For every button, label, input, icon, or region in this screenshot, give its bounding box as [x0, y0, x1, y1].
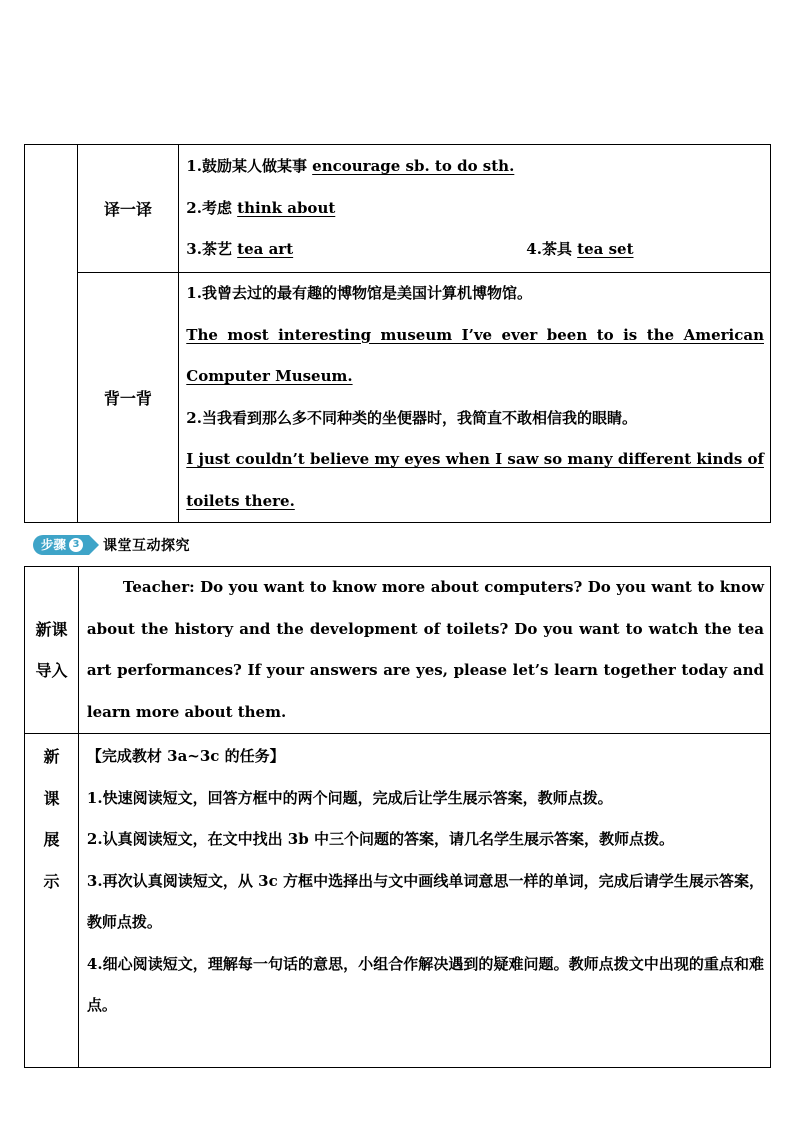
activity-table [24, 566, 771, 1068]
recite-s2-en-a: I just couldn’t believe my eyes when I saw so many different kinds of [186, 450, 764, 468]
show-step-1: 1.快速阅读短文，回答方框中的两个问题，完成后让学生展示答案，教师点拨。 [86, 788, 613, 807]
translate-content [179, 145, 771, 273]
recite-s1-cn: 1.我曾去过的最有趣的博物馆是美国计算机博物馆。 [186, 284, 532, 302]
step-badge-tail [89, 535, 99, 555]
empty-left-cell [25, 145, 78, 523]
translate-item-1: 1.鼓励某人做某事 encourage sb. to do sth. [186, 157, 515, 176]
step-title: 课堂互动探究 [103, 538, 191, 554]
show-content [78, 734, 770, 1068]
recite-header: 背一背 [77, 273, 179, 523]
show-step-4: 4.细心阅读短文，理解每一句话的意思，小组合作解决遇到的疑难问题。教师点拨文中出现的重点和难点。 [86, 954, 764, 1014]
translate-item-2: 2.考虑 think about [186, 198, 336, 217]
recite-s2-cn: 2.当我看到那么多不同种类的坐便器时，我简直不敢相信我的眼睛。 [186, 408, 637, 427]
step-number: 3 [69, 538, 83, 552]
translate-item-3-4 [186, 229, 764, 271]
step-badge [33, 535, 89, 555]
show-task-title: 【完成教材 3a~3c 的任务】 [86, 747, 285, 765]
translate-item-3: 3.茶艺 tea art [186, 240, 294, 259]
intro-header: 新课 导入 [25, 567, 79, 734]
recite-s1-en-a: The most interesting museum I’ve ever been to is the American [186, 325, 764, 344]
recite-s2-en-b: toilets there. [186, 491, 295, 510]
show-step-2: 2.认真阅读短文，在文中找出 3b 中三个问题的答案，请几名学生展示答案，教师点拨。 [86, 830, 674, 848]
show-header: 新 课 展 示 [25, 734, 79, 1068]
step-badge-label: 步骤 [41, 537, 67, 552]
step-heading [33, 535, 190, 555]
show-step-3: 3.再次认真阅读短文，从 3c 方框中选择出与文中画线单词意思一样的单词，完成后请学生展示答案，教师点拨。 [86, 871, 764, 931]
intro-content [78, 567, 770, 734]
vocab-table [24, 144, 771, 523]
translate-item-4: 4.茶具 tea set [526, 240, 634, 259]
translate-header: 译一译 [77, 145, 179, 273]
intro-text: Teacher: Do you want to know more about computers? Do you want to know about the history and the development of toilets? Do you want to watch the tea art performances? If your answers are yes, please let’s learn together today and learn more about them. [86, 578, 764, 721]
recite-s1-en-b: Computer Museum. [186, 367, 353, 385]
recite-content [179, 273, 771, 523]
